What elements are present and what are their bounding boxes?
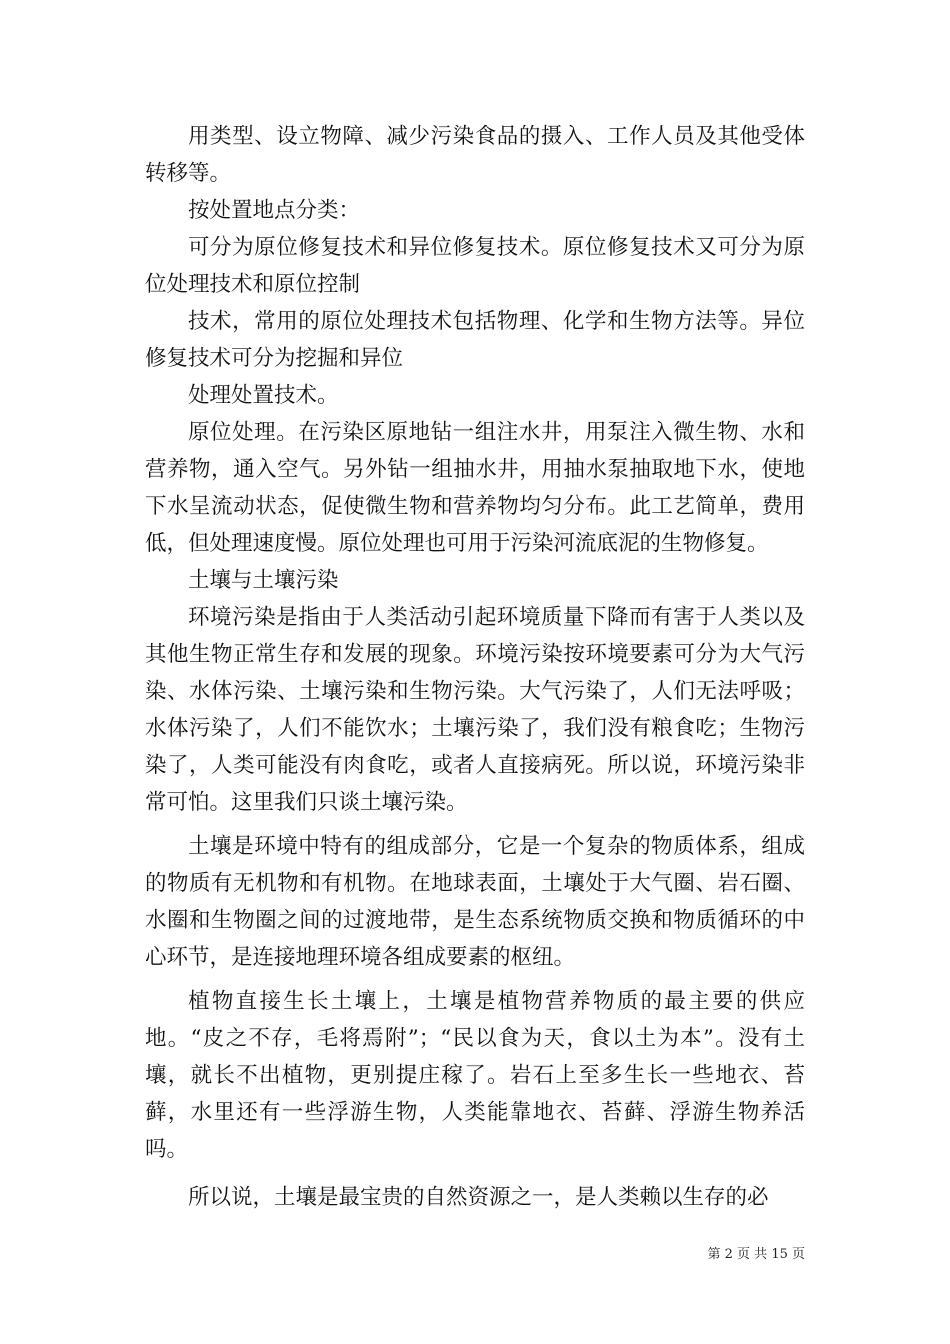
paragraph-4: 技术，常用的原位处理技术包括物理、化学和生物方法等。异位修复技术可分为挖掘和异位: [145, 309, 805, 371]
document-body: [145, 118, 805, 1216]
paragraph-10: 植物直接生长土壤上，土壤是植物营养物质的最主要的供应地。“皮之不存，毛将焉附”；“民以食为天，食以土为本”。没有土壤，就长不出植物，更别提庄稼了。岩石上至多生长一些地衣、苔藓，水里还有一些浮游生物，人类能靠地衣、苔藓、浮游生物养活吗。: [145, 989, 805, 1162]
paragraph-11: 所以说，土壤是最宝贵的自然资源之一，是人类赖以生存的必: [188, 1185, 769, 1210]
paragraph-8: 环境污染是指由于人类活动引起环境质量下降而有害于人类以及其他生物正常生存和发展的现象。环境污染按环境要素可分为大气污染、水体污染、土壤污染和生物污染。大气污染了，人们无法呼吸；水体污染了，人们不能饮水；土壤污染了，我们没有粮食吃；生物污染了，人类可能没有肉食吃，或者人直接病死。所以说，环境污染非常可怕。这里我们只谈土壤污染。: [145, 605, 805, 815]
page-number-footer: 第 2 页 共 15 页: [707, 1247, 805, 1262]
paragraph-6: 原位处理。在污染区原地钻一组注水井，用泵注入微生物、水和营养物，通入空气。另外钻一组抽水井，用抽水泵抽取地下水，使地下水呈流动状态，促使微生物和营养物均匀分布。此工艺简单，费用低，但处理速度慢。原位处理也可用于污染河流底泥的生物修复。: [145, 420, 805, 556]
paragraph-3: 可分为原位修复技术和异位修复技术。原位修复技术又可分为原位处理技术和原位控制: [145, 235, 805, 297]
paragraph-9: 土壤是环境中特有的组成部分，它是一个复杂的物质体系，组成的物质有无机物和有机物。在地球表面，土壤处于大气圈、岩石圈、水圈和生物圈之间的过渡地带，是生态系统物质交换和物质循环的中心环节，是连接地理环境各组成要素的枢纽。: [145, 834, 805, 970]
paragraph-2: 按处置地点分类：: [188, 198, 361, 223]
paragraph-1: 用类型、设立物障、减少污染食品的摄入、工作人员及其他受体转移等。: [145, 124, 805, 186]
section-heading-soil: 土壤与土壤污染: [188, 568, 339, 593]
paragraph-5: 处理处置技术。: [188, 383, 339, 408]
